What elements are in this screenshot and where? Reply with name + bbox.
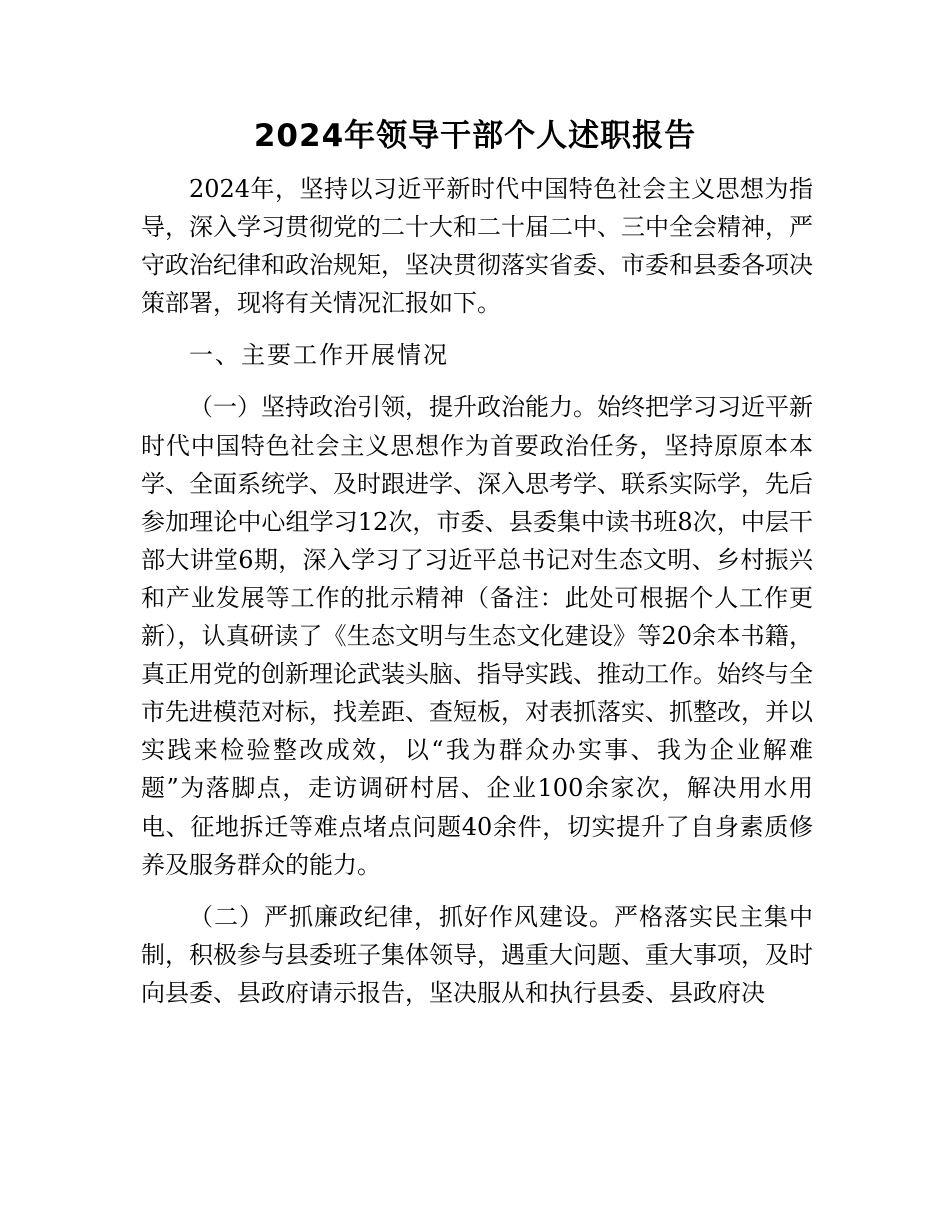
paragraph-political-leadership: （一）坚持政治引领，提升政治能力。始终把学习习近平新时代中国特色社会主义思想作为首要政治任务，坚持原原本本学、全面系统学、及时跟进学、深入思考学、联系实际学，先后参加理论中心组学习12次，市委、县委集中读书班8次，中层干部大讲堂6期，深入学习了习近平总书记对生态文明、乡村振兴和产业发展等工作的批示精神（备注：此处可根据个人工作更新），认真研读了《生态文明与生态文化建设》等20余本书籍，真正用党的创新理论武装头脑、指导实践、推动工作。始终与全市先进模范对标，找差距、查短板，对表抓落实、抓整改，并以实践来检验整改成效，以“我为群众办实事、我为企业解难题”为落脚点，走访调研村居、企业100余家次，解决用水用电、征地拆迁等难点堵点问题40余件，切实提升了自身素质修养及服务群众的能力。: [141, 393, 813, 879]
intro-paragraph: 2024年，坚持以习近平新时代中国特色社会主义思想为指导，深入学习贯彻党的二十大和二十届二中、三中全会精神，严守政治纪律和政治规矩，坚决贯彻落实省委、市委和县委各项决策部署，现将有关情况汇报如下。: [141, 175, 813, 318]
document-body: [141, 170, 813, 1012]
document-title: 2024年领导干部个人述职报告: [253, 118, 697, 154]
paragraph-discipline: （二）严抓廉政纪律，抓好作风建设。严格落实民主集中制，积极参与县委班子集体领导，遇重大问题、重大事项，及时向县委、县政府请示报告，坚决服从和执行县委、县政府决: [141, 902, 813, 1007]
paragraph-spacer: [141, 374, 813, 388]
paragraph-spacer: [141, 884, 813, 898]
section-heading: 一、主要工作开展情况: [189, 341, 449, 370]
paragraph-spacer: [141, 322, 813, 336]
